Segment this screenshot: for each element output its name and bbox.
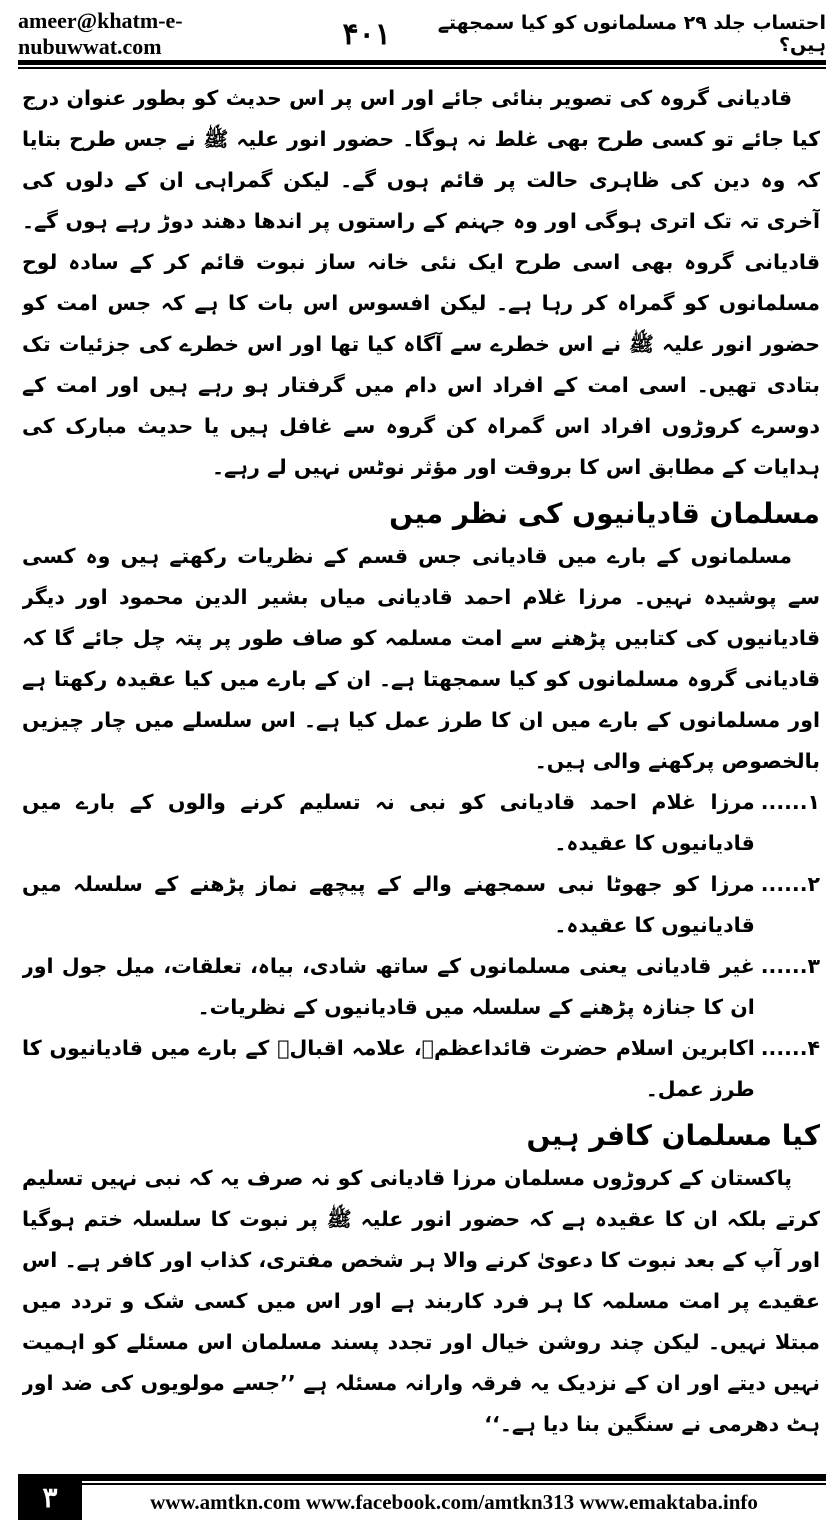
header-rule-thin [18, 67, 826, 69]
list-item [22, 946, 820, 1028]
list-item-text: غیر قادیانی یعنی مسلمانوں کے ساتھ شادی، بیاہ، تعلقات، میل جول اور ان کا جنازہ پڑھنے کے سلسلہ میں قادیانیوں کے نظریات۔ [22, 954, 755, 1019]
paragraph-1: قادیانی گروہ کی تصویر بنائی جائے اور اس پر اس حدیث کو بطور عنوان درج کیا جائے تو کسی طرح بھی غلط نہ ہوگا۔ حضور انور علیہ ﷺ نے جس طرح بتایا کہ وہ دین کی ظاہری حالت پر قائم ہوں گے۔ لیکن گمراہی ان کے دلوں کی آخری تہ تک اتری ہوگی اور وہ جہنم کے راستوں پر اندھا دھند دوڑ رہے ہوں گے۔ قادیانی گروہ بھی اسی طرح ایک نئی خانہ ساز نبوت قائم کر کے سادہ لوح مسلمانوں کو گمراہ کر رہا ہے۔ لیکن افسوس اس بات کا ہے کہ جس امت کو حضور انور علیہ ﷺ نے اس خطرے سے آگاہ کیا تھا اور اس خطرے کی جزئیات تک بتادی تھیں۔ اسی امت کے افراد اس دام میں گرفتار ہو رہے ہیں اور امت کے دوسرے کروڑوں افراد اس گمراہ کن گروہ سے غافل ہیں یا حدیث مبارک کی ہدایات کے مطابق اس کا بروقت اور مؤثر نوٹس نہیں لے رہے۔ [22, 86, 820, 479]
header-running-title: احتساب جلد ۲۹ مسلمانوں کو کیا سمجھتے ہیں؟ [437, 12, 826, 56]
page-body [22, 78, 820, 1458]
list-item [22, 1028, 820, 1110]
page-header [18, 8, 826, 59]
list-item-text: مرزا کو جھوٹا نبی سمجھنے والے کے پیچھے نماز پڑھنے کے سلسلہ میں قادیانیوں کا عقیدہ۔ [22, 872, 755, 937]
list-item-number: ۱...... [760, 790, 820, 814]
header-page-number: ۴۰۱ [342, 16, 391, 52]
section-heading-2: کیا مسلمان کافر ہیں [526, 1119, 820, 1152]
header-email: ameer@khatm-e-nubuwwat.com [18, 8, 183, 59]
footer-rule-thick [82, 1474, 826, 1481]
header-rule-thick [18, 60, 826, 65]
page-footer [18, 1474, 826, 1520]
list-item-text: اکابرین اسلام حضرت قائداعظمؒ، علامہ اقبالؒ کے بارے میں قادیانیوں کا طرز عمل۔ [22, 1036, 755, 1101]
list-item-number: ۴...... [760, 1036, 820, 1060]
header-left [18, 8, 391, 60]
paragraph-3: پاکستان کے کروڑوں مسلمان مرزا قادیانی کو نہ صرف یہ کہ نبی نہیں تسلیم کرتے بلکہ ان کا عقیدہ ہے کہ حضور انور علیہ ﷺ پر نبوت کا سلسلہ ختم ہوگیا اور آپ کے بعد نبوت کا دعویٰ کرنے والا ہر شخص مفتری، کذاب اور کافر ہے۔ اس عقیدے پر امت مسلمہ کا ہر فرد کاربند ہے اور اس میں کسی شک و تردد میں مبتلا نہیں۔ لیکن چند روشن خیال اور تجدد پسند مسلمان اس مسئلے کو اہمیت نہیں دیتے اور ان کے نزدیک یہ فرقہ وارانہ مسئلہ ہے ’’جسے مولویوں کی ضد اور ہٹ دھرمی نے سنگین بنا دیا ہے۔‘‘ [22, 1166, 820, 1436]
footer-page-number: ۳ [18, 1474, 82, 1520]
list-item [22, 864, 820, 946]
list-item-number: ۳...... [760, 954, 820, 978]
paragraph-2: مسلمانوں کے بارے میں قادیانی جس قسم کے نظریات رکھتے ہیں وہ کسی سے پوشیدہ نہیں۔ مرزا غلام احمد قادیانی میاں بشیر الدین محمود اور دیگر قادیانیوں کی کتابیں پڑھنے سے امت مسلمہ کو صاف طور پر پتہ چل جائے گا کہ قادیانی گروہ مسلمانوں کو کیا سمجھتا ہے۔ ان کے بارے میں کیا عقیدہ رکھتا ہے اور مسلمانوں کے بارے میں ان کا طرز عمل کیا ہے۔ اس سلسلے میں چار چیزیں بالخصوص پرکھنے والی ہیں۔ [22, 544, 820, 773]
list-item-text: مرزا غلام احمد قادیانی کو نبی نہ تسلیم کرنے والوں کے بارے میں قادیانیوں کا عقیدہ۔ [22, 790, 755, 855]
list-item [22, 782, 820, 864]
footer-urls: www.amtkn.com www.facebook.com/amtkn313 www.emaktaba.info [150, 1490, 758, 1514]
footer-url-block [82, 1474, 826, 1520]
section-heading-1: مسلمان قادیانیوں کی نظر میں [389, 497, 820, 530]
list-item-number: ۲...... [760, 872, 820, 896]
